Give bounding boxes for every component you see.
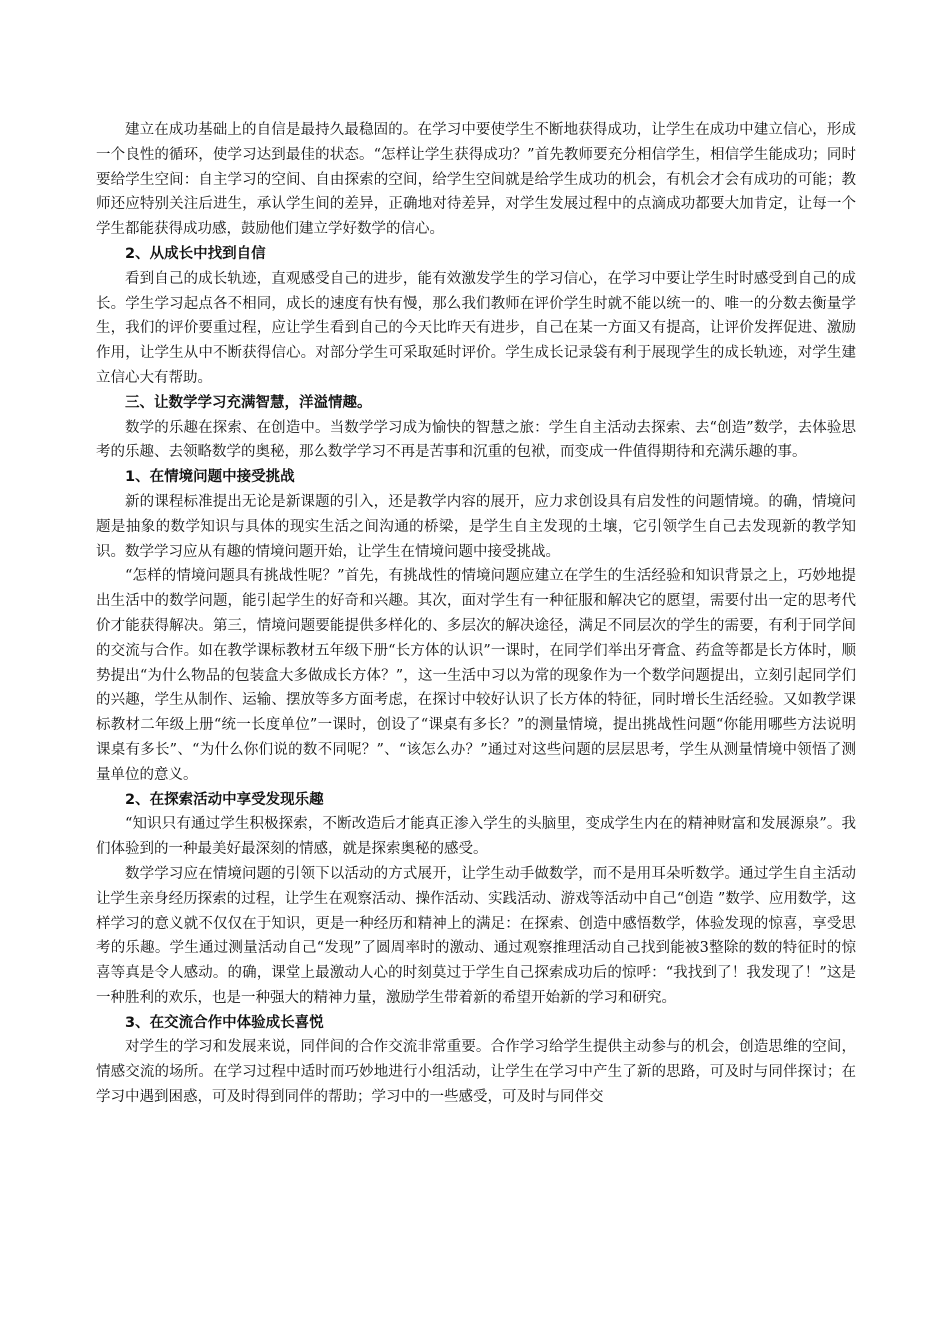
paragraph-knowledge-quote: “知识只有通过学生积极探索，不断改造后才能真正渗入学生的头脑里，变成学生内在的精神财富和发展源泉”。我们体验到的一种最美好最深刻的情感，就是探索奥秘的感受。 [96, 816, 856, 858]
heading-situation-challenge: 1、在情境问题中接受挑战 [125, 469, 295, 486]
heading-exploration-joy: 2、在探索活动中享受发现乐趣 [125, 791, 324, 808]
paragraph-growth: 看到自己的成长轨迹，直观感受自己的进步，能有效激发学生的学习信心，在学习中要让学生时时感受到自己的成长。学生学习起点各不相同，成长的速度有快有慢，那么我们教师在评价学生时就不能以统一的、唯一的分数去衡量学生，我们的评价要重过程，应让学生看到自己的今天比昨天有进步，自己在某一方面又有提高，让评价发挥促进、激励作用，让学生从中不断获得信心。对部分学生可采取延时评价。学生成长记录袋有利于展现学生的成长轨迹，对学生建立信心大有帮助。 [96, 270, 856, 386]
paragraph-success-confidence: 建立在成功基础上的自信是最持久最稳固的。在学习中要使学生不断地获得成功，让学生在成功中建立信心，形成一个良性的循环，使学习达到最佳的状态。“怎样让学生获得成功？”首先教师要充分相信学生，相信学生能成功；同时要给学生空间：自主学习的空间、自由探索的空间，给学生空间就是给学生成功的机会，有机会才会有成功的可能；教师还应特别关注后进生，承认学生间的差异，正确地对待差异，对学生发展过程中的点滴成功都要大加肯定，让每一个学生都能获得成功感，鼓励他们建立学好数学的信心。 [96, 122, 856, 238]
paragraph-curriculum-standard: 新的课程标准提出无论是新课题的引入，还是教学内容的展开，应力求创设具有启发性的问题情境。的确，情境问题是抽象的数学知识与具体的现实生活之间沟通的桥梁，是学生自主发现的土壤，它引领学生自己去发现新的教学知识。数学学习应从有趣的情境问题开始，让学生在情境问题中接受挑战。 [96, 493, 856, 560]
paragraph-challenging-questions: “怎样的情境问题具有挑战性呢？”首先，有挑战性的情境问题应建立在学生的生活经验和知识背景之上，巧妙地提出生活中的数学问题，能引起学生的好奇和兴趣。其次，面对学生有一种征服和解决它的愿望，需要付出一定的思考代价才能获得解决。第三，情境问题要能提供多样化的、多层次的解决途径，满足不同层次的学生的需要，有利于同学间的交流与合作。如在教学课标教材五年级下册“长方体的认识”一课时，在同学们举出牙膏盒、药盒等都是长方体时，顺势提出“为什么物品的包装盒大多做成长方体？”，这一生活中习以为常的现象作为一个数学问题提出，立刻引起同学们的兴趣，学生从制作、运输、摆放等多方面考虑，在探讨中较好认识了长方体的特征，同时增长生活经验。又如教学课标教材二年级上册“统一长度单位”一课时，创设了“课桌有多长？”的测量情境，提出挑战性问题“你能用哪些方法说明课桌有多长”、“为什么你们说的数不同呢？”、“该怎么办？”通过对这些问题的层层思考，学生从测量情境中领悟了测量单位的意义。 [96, 568, 856, 783]
paragraph-peer-cooperation: 对学生的学习和发展来说，同伴间的合作交流非常重要。合作学习给学生提供主动参与的机会，创造思维的空间，情感交流的场所。在学习过程中适时而巧妙地进行小组活动，让学生在学习中产生了新的思路，可及时与同伴探讨；在学习中遇到困惑，可及时得到同伴的帮助；学习中的一些感受，可及时与同伴交 [96, 1039, 856, 1106]
heading-section-three: 三、让数学学习充满智慧，洋溢情趣。 [125, 394, 372, 411]
heading-growth-confidence: 2、从成长中找到自信 [125, 245, 266, 262]
heading-cooperation: 3、在交流合作中体验成长喜悦 [125, 1014, 324, 1031]
paragraph-math-fun: 数学的乐趣在探索、在创造中。当数学学习成为愉快的智慧之旅：学生自主活动去探索、去“创造”数学，去体验思考的乐趣、去领略数学的奥秘，那么数学学习不再是苦事和沉重的包袱，而变成一件值得期待和充满乐趣的事。 [96, 419, 856, 461]
paragraph-activity-learning: 数学学习应在情境问题的引领下以活动的方式展开，让学生动手做数学，而不是用耳朵听数学。通过学生自主活动让学生亲身经历探索的过程，让学生在观察活动、操作活动、实践活动、游戏等活动中自己“创造 ”数学、应用数学，这样学习的意义就不仅仅在于知识，更是一种经历和精神上的满足：在探索、创造中感悟数学，体验发现的惊喜，享受思考的乐趣。学生通过测量活动自己“发现”了圆周率时的激动、通过观察推理活动自己找到能被3整除的数的特征时的惊喜等真是令人感动。的确，课堂上最激动人心的时刻莫过于学生自己探索成功后的惊呼：“我找到了！我发现了！”这是一种胜利的欢乐，也是一种强大的精神力量，激励学生带着新的希望开始新的学习和研究。 [96, 865, 856, 1006]
document-page [96, 118, 856, 1110]
